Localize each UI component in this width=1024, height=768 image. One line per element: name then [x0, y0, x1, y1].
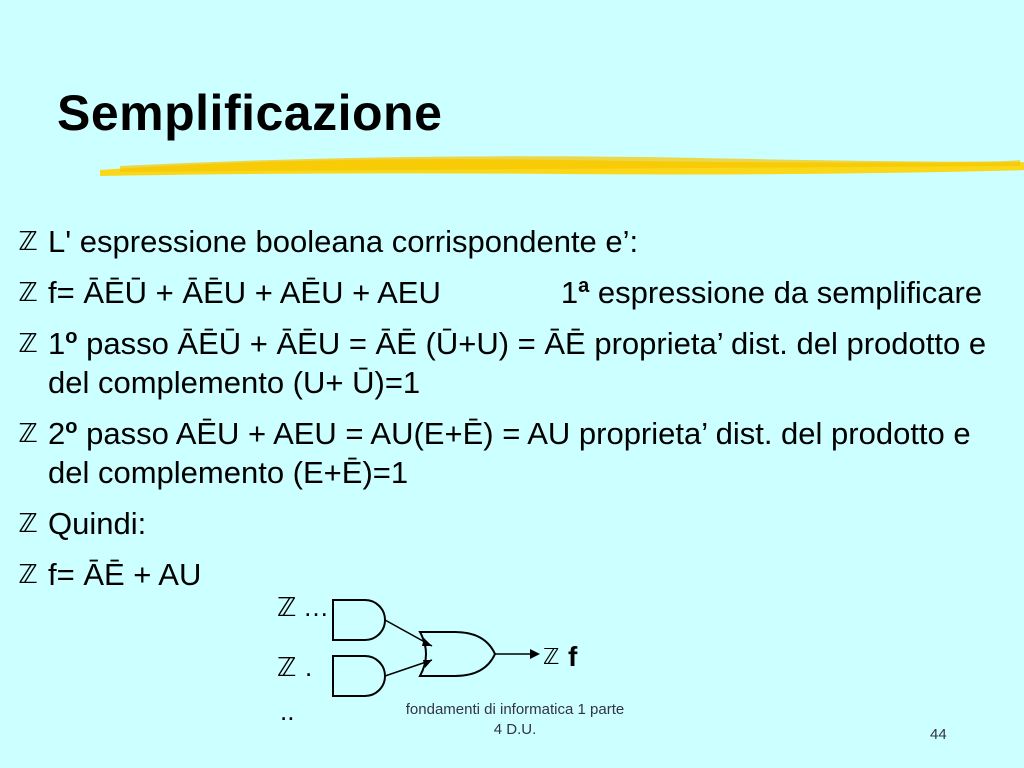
z-bullet-icon: ℤ — [543, 644, 560, 669]
z-bullet-icon: ℤ — [18, 559, 38, 589]
and-gate-top — [333, 600, 385, 640]
step-number: 2 — [48, 416, 66, 451]
z-bullet-icon: ℤ — [18, 277, 38, 307]
gate-input-bottom-cont: .. — [280, 696, 295, 726]
bullet-text: f= ĀĒ + AU — [48, 557, 202, 592]
bullet-text: passo AĒU + AEU = AU(E+Ē) = AU proprieta’ dist. del prodotto e del complemento (E+Ē)=1 — [48, 416, 971, 490]
bullet-text-tail: espressione da semplificare — [589, 275, 983, 310]
slide-footer — [355, 700, 675, 740]
or-gate — [420, 632, 495, 676]
ordinal-number: 1 — [560, 275, 579, 310]
step-number: 1 — [48, 326, 66, 361]
footer-line-1: fondamenti di informatica 1 parte — [405, 701, 625, 718]
bullet-text: L' espressione booleana corrispondente e’: — [48, 224, 639, 259]
page-number: 44 — [930, 726, 947, 743]
z-bullet-icon: ℤ — [18, 226, 38, 256]
z-bullet-icon: ℤ — [18, 508, 38, 538]
z-bullet-icon: ℤ — [277, 652, 297, 682]
ordinal-suffix: o — [65, 326, 78, 348]
gate-input-top: … — [303, 592, 329, 622]
footer-line-2: 4 D.U. — [493, 721, 537, 738]
gate-input-bottom: . — [305, 652, 313, 682]
and-gate-bottom — [333, 656, 385, 696]
gate-output-label: f — [568, 641, 578, 672]
bullet-text: Quindi: — [48, 506, 147, 541]
ordinal-suffix: o — [65, 416, 78, 438]
bullet-text: f= ĀĒŪ + ĀĒU + AĒU + AEU — [48, 275, 441, 310]
z-bullet-icon: ℤ — [277, 592, 297, 622]
ordinal-suffix: a — [578, 275, 590, 297]
z-bullet-icon: ℤ — [18, 418, 38, 448]
bullet-text: passo ĀĒŪ + ĀĒU = ĀĒ (Ū+U) = ĀĒ proprieta’ dist. del prodotto e del complemento (U+ Ū)=1 — [48, 326, 987, 400]
z-bullet-icon: ℤ — [18, 328, 38, 358]
slide-title: Semplificazione — [57, 85, 443, 141]
